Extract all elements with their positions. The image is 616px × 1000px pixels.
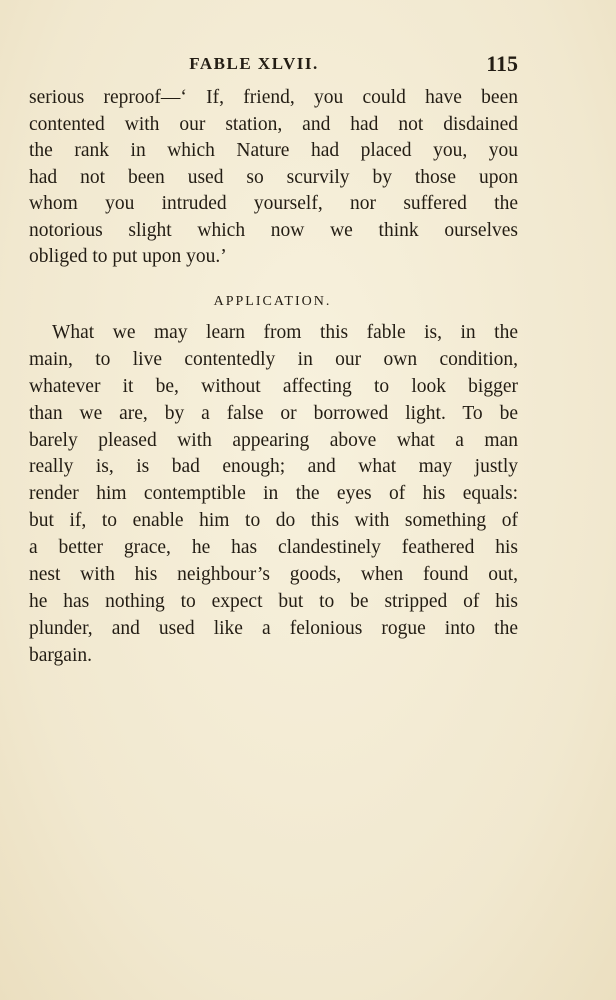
text-line: barely pleased with appearing above what a man [29, 429, 518, 451]
paragraph-fable-ending [29, 85, 518, 271]
text-line: but if, to enable him to do this with something of [29, 510, 518, 532]
text-line: whom you intruded yourself, nor suffered the [29, 193, 518, 214]
text-line: plunder, and used like a felonious rogue into the [29, 617, 518, 639]
text-line: than we are, by a false or borrowed light. To be [29, 402, 518, 424]
text-line: What we may learn from this fable is, in the [52, 322, 518, 343]
text-line: bargain. [29, 644, 92, 666]
text-line: nest with his neighbour’s goods, when found out, [29, 564, 518, 586]
text-line: had not been used so scurvily by those upon [29, 166, 518, 188]
text-line: he has nothing to expect but to be stripped of his [29, 590, 518, 612]
page-number: 115 [486, 51, 518, 76]
text-line: render him contemptible in the eyes of his equals: [29, 483, 518, 505]
text-line: contented with our station, and had not disdained [29, 113, 518, 135]
text-line: whatever it be, without affecting to look bigger [29, 375, 518, 397]
text-line: serious reproof—‘ If, friend, you could have been [29, 87, 518, 108]
text-line: really is, is bad enough; and what may justly [29, 456, 518, 478]
text-line: obliged to put upon you.’ [29, 246, 227, 267]
text-line: notorious slight which now we think ourselves [29, 219, 518, 241]
section-heading-application: APPLICATION. [213, 294, 332, 309]
text-line: the rank in which Nature had placed you, you [29, 140, 518, 161]
paragraph-application [29, 320, 518, 670]
page-header [30, 51, 518, 82]
text-line: a better grace, he has clandestinely feathered his [29, 537, 518, 559]
running-title: FABLE XLVII. [189, 54, 319, 73]
text-line: main, to live contentedly in our own condition, [29, 348, 518, 370]
